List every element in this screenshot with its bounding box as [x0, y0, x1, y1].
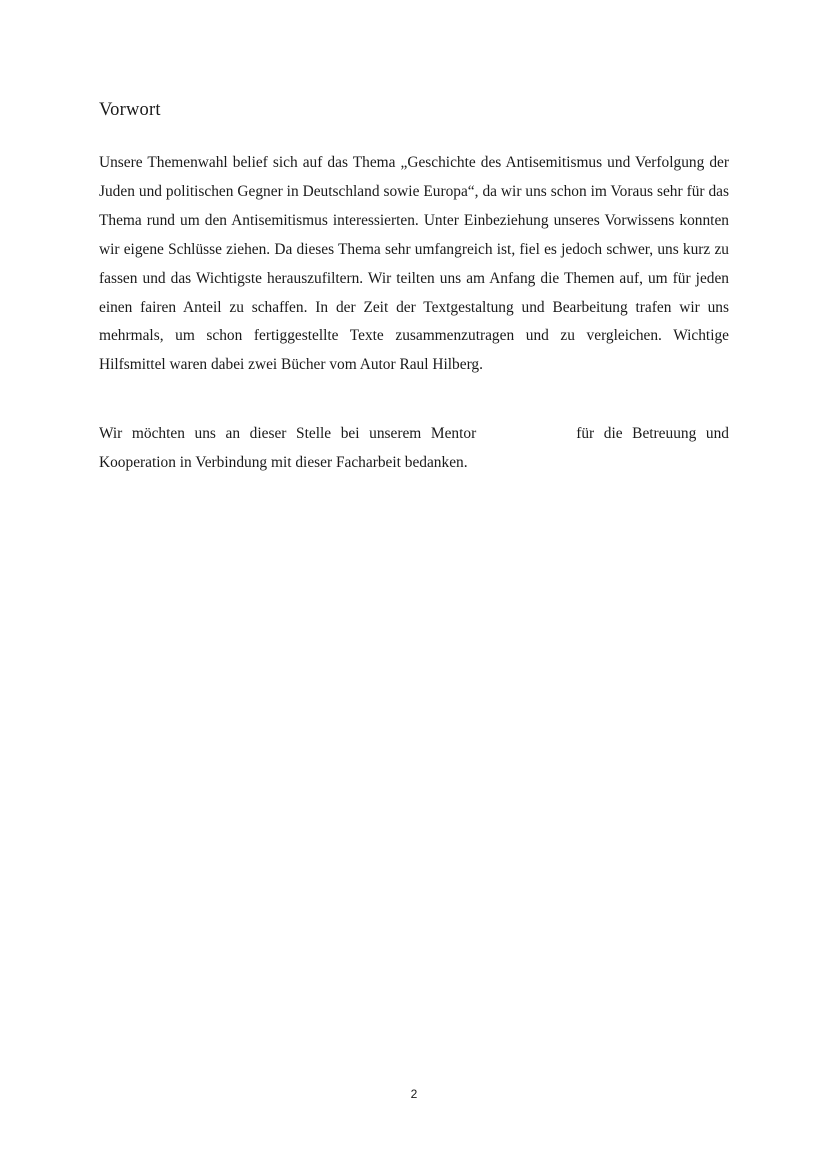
foreword-paragraph-1: Unsere Themenwahl belief sich auf das Thema „Geschichte des Antisemitismus und Verfolgung der Juden und politischen Gegner in Deutschland sowie Europa“, da wir uns schon im Voraus sehr für das Thema rund um den Antisemitismus interessierten. Unter Einbeziehung unseres Vorwissens konnten wir eigene Schlüsse ziehen. Da dieses Thema sehr umfangreich ist, fiel es jedoch schwer, uns kurz zu fassen und das Wichtigste herauszufiltern. Wir teilten uns am Anfang die Themen auf, um für jeden einen fairen Anteil zu schaffen. In der Zeit der Textgestaltung und Bearbeitung trafen wir uns mehrmals, um schon fertiggestellte Texte zusammenzutragen und zu vergleichen. Wichtige Hilfsmittel waren dabei zwei Bücher vom Autor Raul Hilberg.: [99, 154, 729, 374]
thanks-text-start: Wir möchten uns an dieser Stelle bei unserem Mentor: [99, 425, 477, 442]
page-number: 2: [410, 1087, 418, 1101]
foreword-paragraph-2: [99, 420, 729, 478]
page-title: Vorwort: [99, 100, 161, 120]
thanks-text-end: für die Betreuung und Kooperation in Verbindung mit dieser Facharbeit bedanken.: [99, 425, 729, 471]
